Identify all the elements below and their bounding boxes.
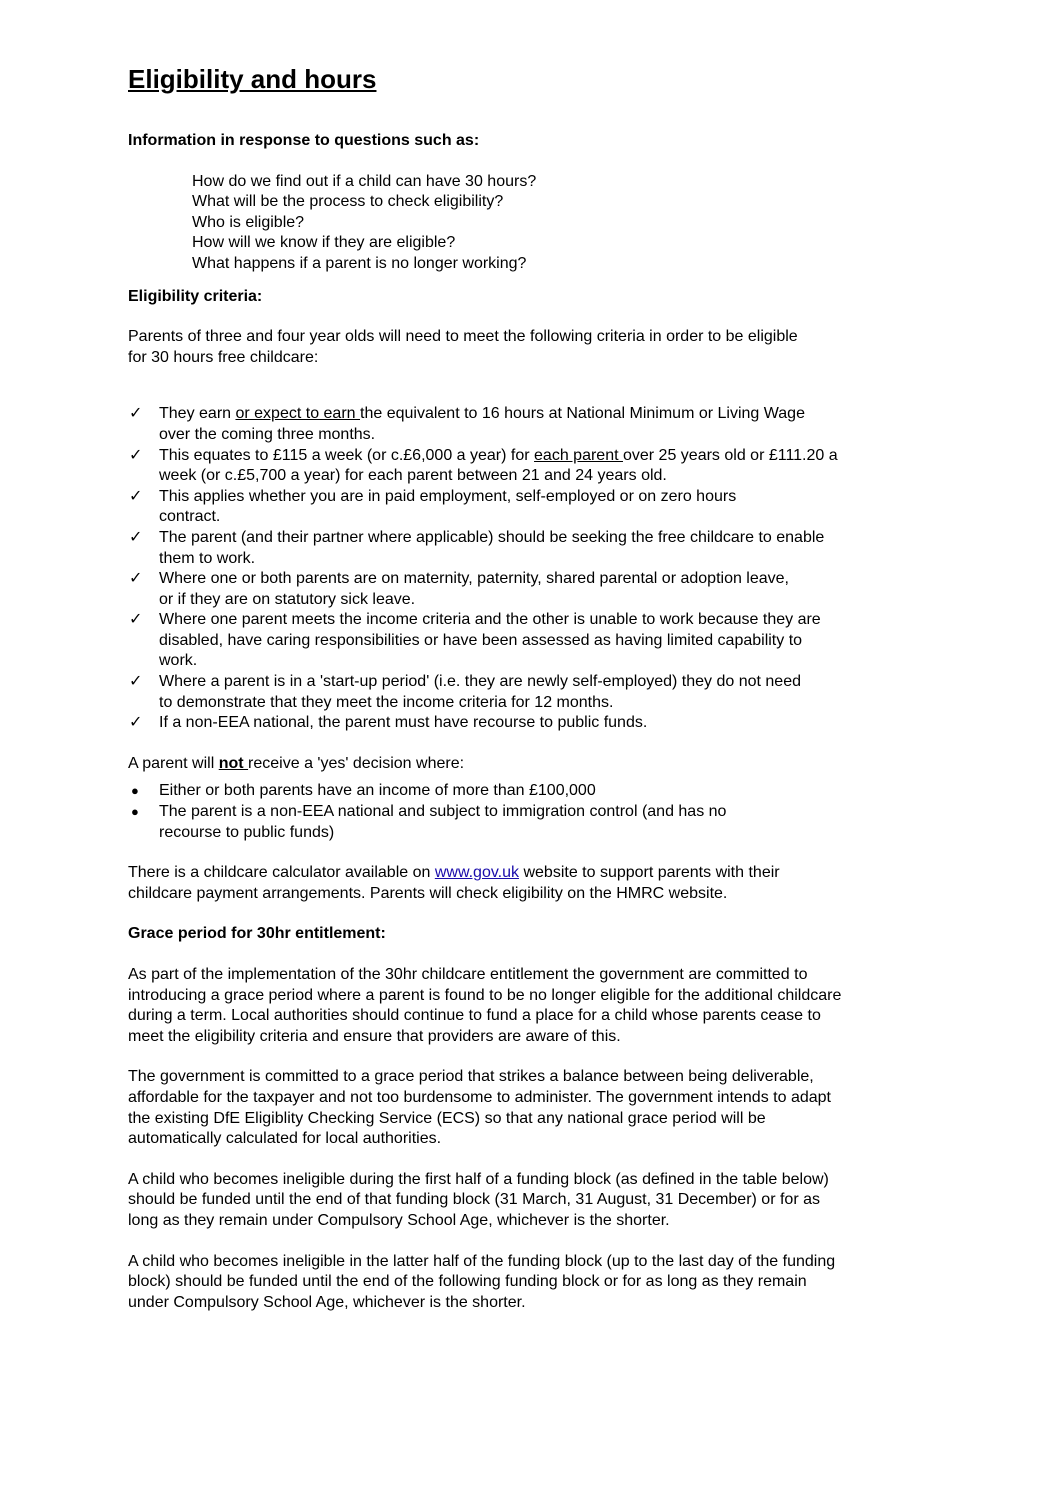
question-item: What happens if a parent is no longer working? <box>192 254 527 272</box>
bullet-icon: ● <box>131 783 139 799</box>
criteria-item: ✓ The parent (and their partner where applicable) should be seeking the free childcare to enable them to work. <box>129 528 825 567</box>
criteria-item: ✓ Where a parent is in a 'start-up period' (i.e. they are newly self-employed) they do not need to demonstrate that they meet the income criteria for 12 months. <box>129 673 801 711</box>
page-title: Eligibility and hours <box>128 64 377 94</box>
criteria-intro: Parents of three and four year olds will need to meet the following criteria in order to be eligible for 30 hours free childcare: <box>128 328 798 366</box>
grace-paragraph-1: As part of the implementation of the 30hr childcare entitlement the government are committed to introducing a grace period where a parent is found to be no longer eligible for the additional childcare during a term. Local authorities should continue to fund a place for a child whose parents cease to meet the eligibility criteria and ensure that providers are aware of this. <box>128 966 842 1045</box>
criteria-item: ✓ Where one parent meets the income criteria and the other is unable to work because they are disabled, have caring responsibilities or have been assessed as having limited capability to work. <box>129 611 821 670</box>
not-eligible-item: ● Either or both parents have an income of more than £100,000 <box>128 781 928 802</box>
criteria-list <box>128 404 928 734</box>
question-item: Who is eligible? <box>192 213 305 231</box>
question-item: How will we know if they are eligible? <box>192 234 456 252</box>
check-mark-icon: ✓ <box>129 570 143 588</box>
gov-uk-link[interactable]: www.gov.uk <box>434 864 520 882</box>
questions-list <box>128 172 928 275</box>
check-mark-icon: ✓ <box>129 446 143 464</box>
criteria-item: ✓ They earn or expect to earn the equivalent to 16 hours at National Minimum or Living Wage over the coming three months. <box>129 405 805 443</box>
criteria-item: ✓ This applies whether you are in paid employment, self-employed or on zero hours contract. <box>129 487 737 526</box>
criteria-item: ✓ This equates to £115 a week (or c.£6,000 a year) for each parent over 25 years old or £111.20 a week (or c.£5,700 a year) for each parent between 21 and 24 years old. <box>129 446 838 485</box>
criteria-item: ✓ If a non-EEA national, the parent must have recourse to public funds. <box>128 713 928 734</box>
grace-paragraph-4: A child who becomes ineligible in the latter half of the funding block (up to the last day of the funding block) should be funded until the end of the following funding block or for as long as they remain under Compulsory School Age, whichever is the shorter. <box>128 1252 836 1311</box>
not-eligible-item: ● The parent is a non-EEA national and subject to immigration control (and has no recourse to public funds) <box>131 803 727 841</box>
intro-heading: Information in response to questions such as: <box>128 132 480 149</box>
check-mark-icon: ✓ <box>129 487 143 505</box>
not-eligible-list <box>128 781 928 843</box>
check-mark-icon: ✓ <box>129 405 143 423</box>
grace-heading: Grace period for 30hr entitlement: <box>128 925 386 943</box>
criteria-item: ✓ Where one or both parents are on maternity, paternity, shared parental or adoption leave, or if they are on statutory sick leave. <box>129 570 789 608</box>
bullet-icon: ● <box>131 804 139 820</box>
check-mark-icon: ✓ <box>129 611 143 629</box>
document-page <box>128 62 928 1313</box>
question-item: What will be the process to check eligibility? <box>192 193 504 211</box>
check-mark-icon: ✓ <box>129 714 143 732</box>
check-mark-icon: ✓ <box>129 673 143 691</box>
question-item: How do we find out if a child can have 30 hours? <box>192 172 537 190</box>
not-eligible-statement: A parent will not receive a 'yes' decision where: <box>128 754 465 772</box>
check-mark-icon: ✓ <box>129 528 143 546</box>
grace-paragraph-2: The government is committed to a grace period that strikes a balance between being deliverable, affordable for the taxpayer and not too burdensome to administer. The government intends to adapt the existing DfE Eligiblity Checking Service (ECS) so that any national grace period will be automatically calculated for local authorities. <box>128 1068 831 1148</box>
criteria-heading: Eligibility criteria: <box>128 287 263 305</box>
calculator-paragraph: There is a childcare calculator available on www.gov.uk website to support parents with their childcare payment arrangements. Parents will check eligibility on the HMRC website. <box>128 864 780 902</box>
grace-paragraph-3: A child who becomes ineligible during the first half of a funding block (as defined in the table below) should be funded until the end of that funding block (31 March, 31 August, 31 December) or for as long as they remain under Compulsory School Age, whichever is the shorter. <box>128 1170 829 1229</box>
